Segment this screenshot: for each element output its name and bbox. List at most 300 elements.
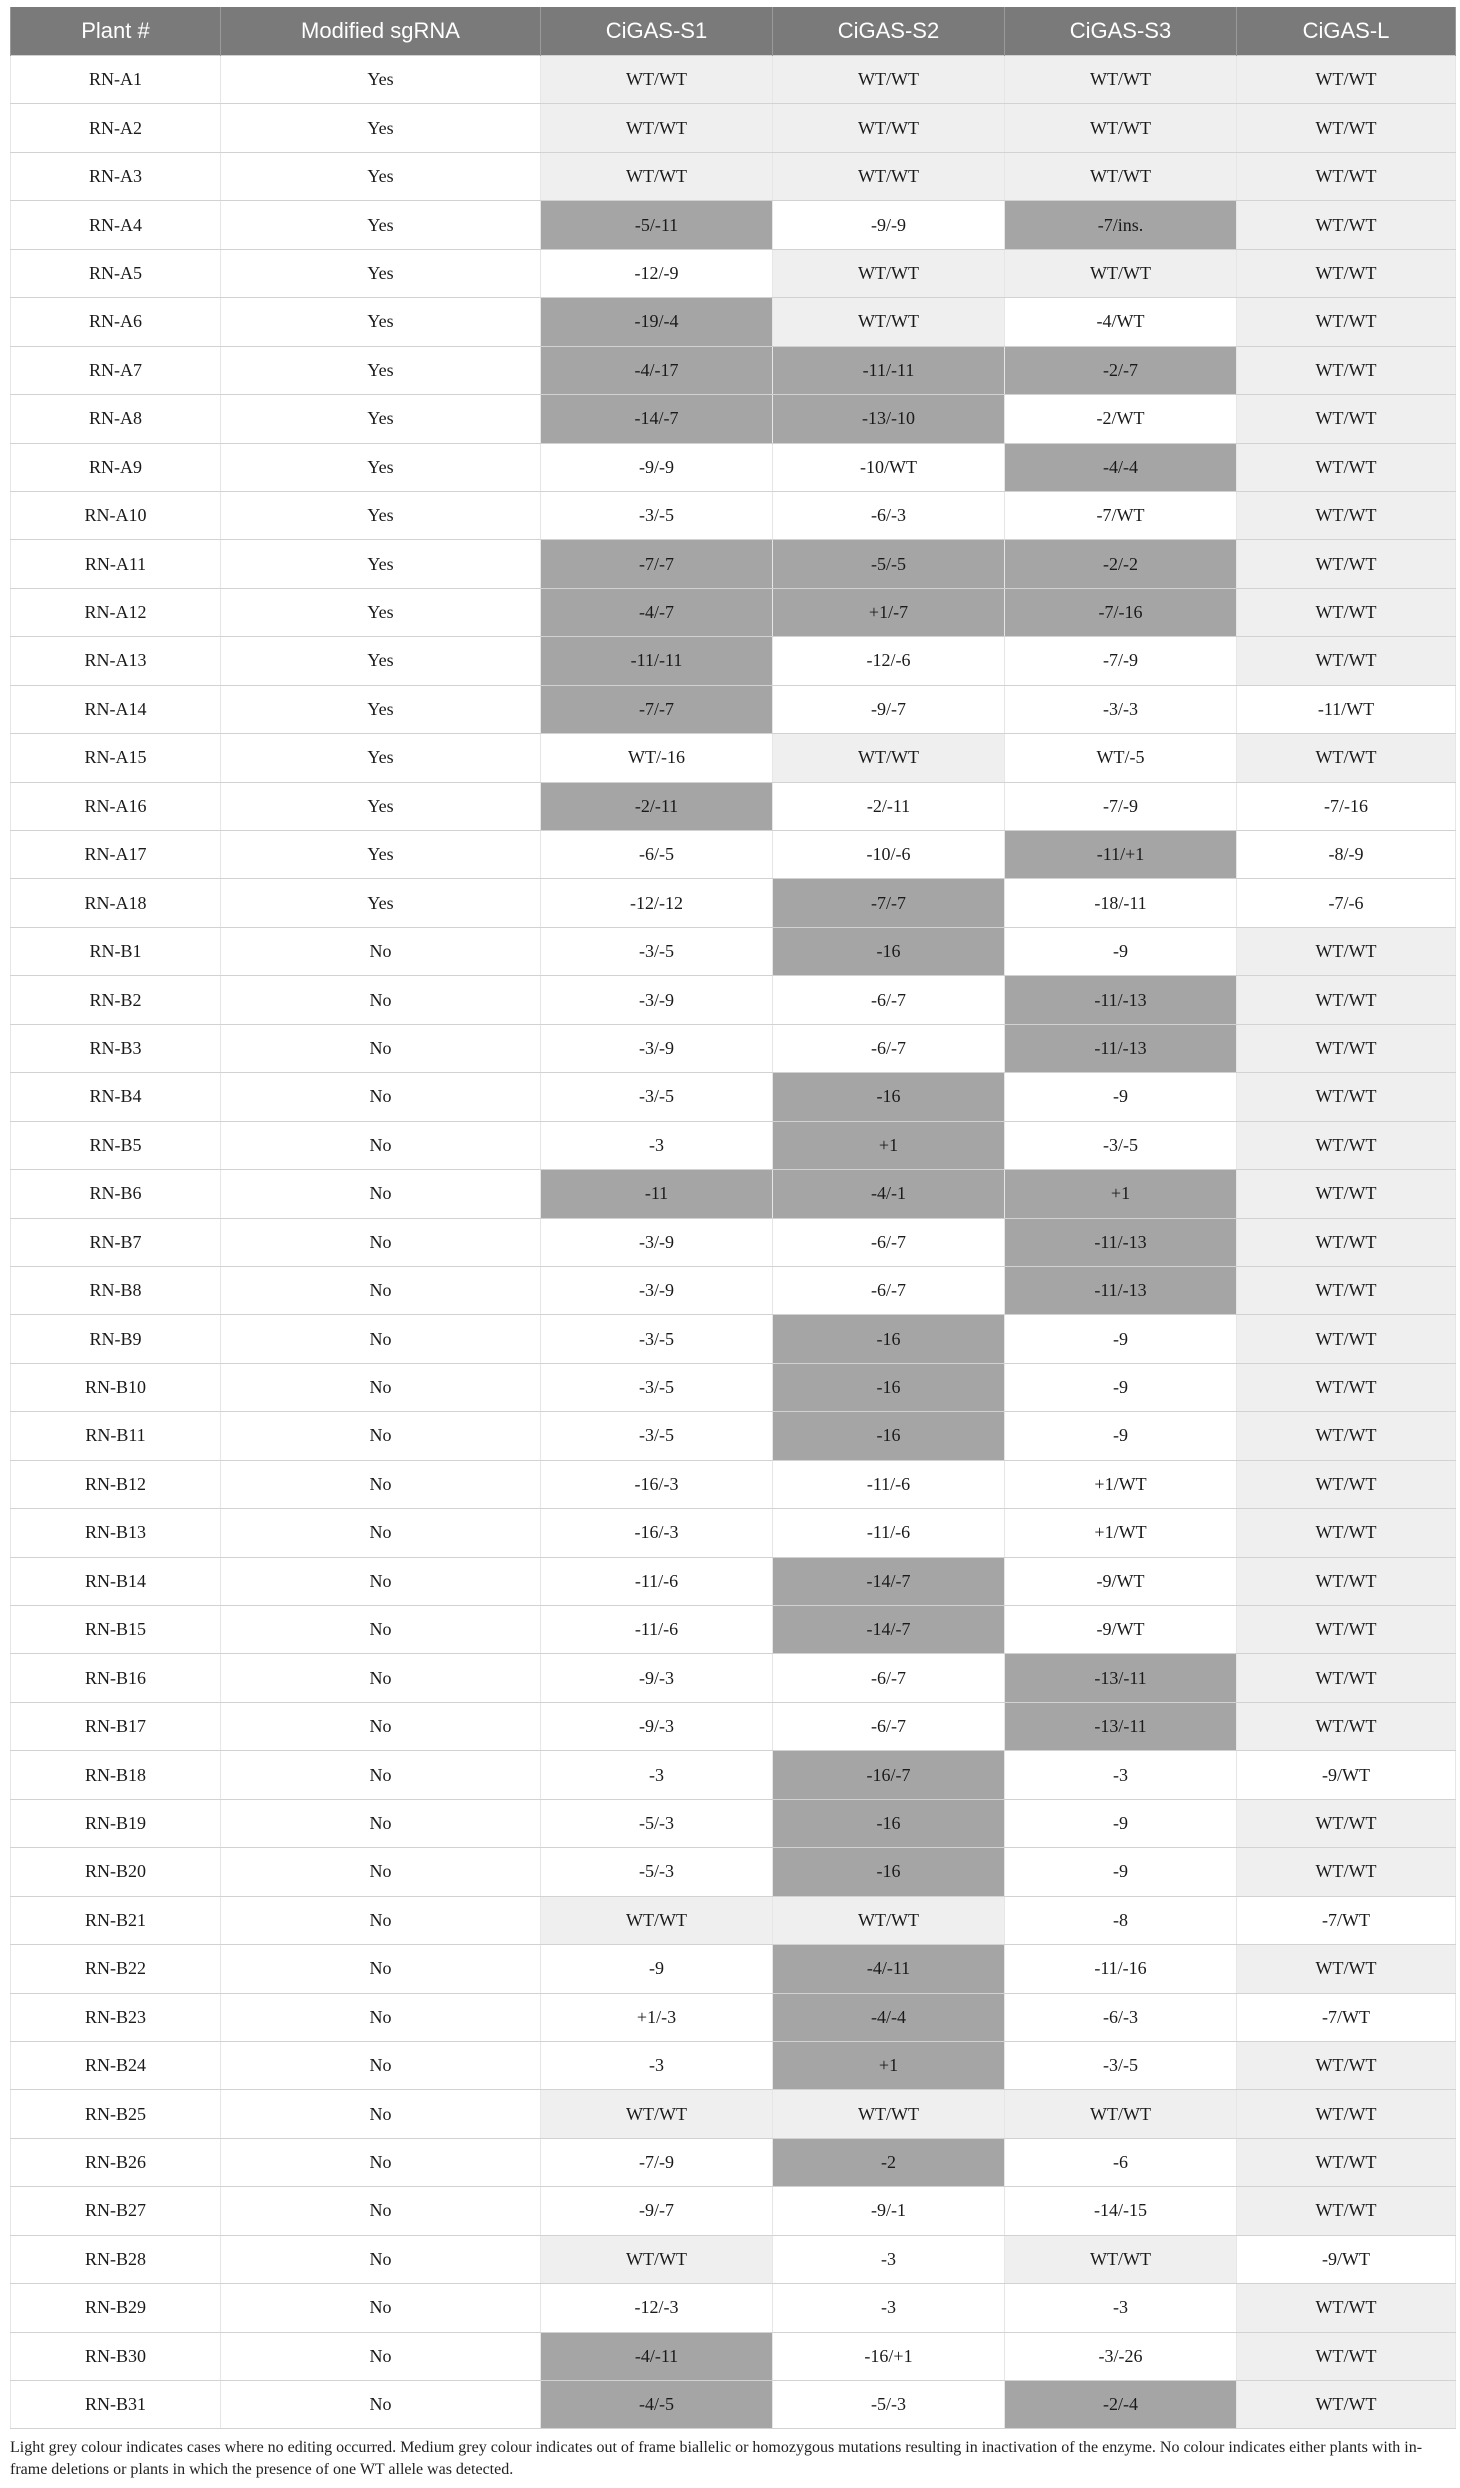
cell-cigas-s1: -5/-3 bbox=[541, 1799, 773, 1847]
cell-cigas-s2: -16/-7 bbox=[773, 1751, 1005, 1799]
cell-cigas-s2: -9/-7 bbox=[773, 685, 1005, 733]
cell-cigas-s2: WT/WT bbox=[773, 249, 1005, 297]
cell-modified-sgrna: No bbox=[221, 1170, 541, 1218]
cell-cigas-l: -7/-6 bbox=[1237, 879, 1456, 927]
cell-cigas-s3: WT/-5 bbox=[1005, 734, 1237, 782]
table-row bbox=[11, 831, 1456, 879]
cell-modified-sgrna: No bbox=[221, 1848, 541, 1896]
cell-cigas-s3: -13/-11 bbox=[1005, 1702, 1237, 1750]
cell-cigas-s3: -2/-4 bbox=[1005, 2381, 1237, 2429]
cell-cigas-s3: -6 bbox=[1005, 2138, 1237, 2186]
cell-plant-id: RN-B11 bbox=[11, 1412, 221, 1460]
cell-cigas-l: WT/WT bbox=[1237, 588, 1456, 636]
cell-cigas-s3: -4/WT bbox=[1005, 298, 1237, 346]
cell-modified-sgrna: Yes bbox=[221, 298, 541, 346]
cell-modified-sgrna: No bbox=[221, 1945, 541, 1993]
cell-cigas-s2: -4/-1 bbox=[773, 1170, 1005, 1218]
cell-modified-sgrna: Yes bbox=[221, 249, 541, 297]
cell-cigas-l: WT/WT bbox=[1237, 1024, 1456, 1072]
table-row bbox=[11, 637, 1456, 685]
cell-cigas-s2: -16 bbox=[773, 1363, 1005, 1411]
cell-cigas-s2: -16 bbox=[773, 1073, 1005, 1121]
table-row bbox=[11, 1170, 1456, 1218]
cell-cigas-s1: +1/-3 bbox=[541, 1993, 773, 2041]
cell-modified-sgrna: No bbox=[221, 2187, 541, 2235]
cell-cigas-s2: -16 bbox=[773, 1412, 1005, 1460]
cell-cigas-s1: -11/-6 bbox=[541, 1557, 773, 1605]
header-cigas-l: CiGAS-L bbox=[1237, 7, 1456, 56]
cell-cigas-s3: -7/ins. bbox=[1005, 201, 1237, 249]
cell-cigas-l: -9/WT bbox=[1237, 1751, 1456, 1799]
cell-cigas-s2: -6/-7 bbox=[773, 1218, 1005, 1266]
cell-cigas-s2: +1/-7 bbox=[773, 588, 1005, 636]
cell-plant-id: RN-B23 bbox=[11, 1993, 221, 2041]
table-row bbox=[11, 976, 1456, 1024]
table-row bbox=[11, 2284, 1456, 2332]
cell-cigas-s1: -4/-5 bbox=[541, 2381, 773, 2429]
cell-cigas-s3: -14/-15 bbox=[1005, 2187, 1237, 2235]
table-row bbox=[11, 1848, 1456, 1896]
cell-modified-sgrna: No bbox=[221, 1412, 541, 1460]
cell-cigas-l: -9/WT bbox=[1237, 2235, 1456, 2283]
cell-cigas-s1: -3/-5 bbox=[541, 1412, 773, 1460]
cell-cigas-l: WT/WT bbox=[1237, 1509, 1456, 1557]
cell-cigas-s2: -10/WT bbox=[773, 443, 1005, 491]
table-row bbox=[11, 152, 1456, 200]
cell-modified-sgrna: No bbox=[221, 1460, 541, 1508]
cell-cigas-s3: -9 bbox=[1005, 1848, 1237, 1896]
cell-cigas-s3: WT/WT bbox=[1005, 249, 1237, 297]
cell-cigas-s2: -6/-7 bbox=[773, 1702, 1005, 1750]
cell-cigas-s3: -9 bbox=[1005, 1363, 1237, 1411]
cell-cigas-s2: -6/-7 bbox=[773, 976, 1005, 1024]
cell-cigas-s2: -3 bbox=[773, 2235, 1005, 2283]
cell-plant-id: RN-B21 bbox=[11, 1896, 221, 1944]
cell-modified-sgrna: Yes bbox=[221, 491, 541, 539]
table-row bbox=[11, 491, 1456, 539]
cell-modified-sgrna: Yes bbox=[221, 831, 541, 879]
cell-cigas-l: WT/WT bbox=[1237, 1266, 1456, 1314]
cell-plant-id: RN-B1 bbox=[11, 927, 221, 975]
cell-modified-sgrna: Yes bbox=[221, 395, 541, 443]
cell-cigas-s2: +1 bbox=[773, 1121, 1005, 1169]
table-row bbox=[11, 1412, 1456, 1460]
cell-cigas-s3: -2/WT bbox=[1005, 395, 1237, 443]
cell-plant-id: RN-B9 bbox=[11, 1315, 221, 1363]
cell-modified-sgrna: No bbox=[221, 1799, 541, 1847]
cell-cigas-l: WT/WT bbox=[1237, 1945, 1456, 1993]
cell-cigas-s3: -3/-5 bbox=[1005, 2041, 1237, 2089]
cell-cigas-l: WT/WT bbox=[1237, 1315, 1456, 1363]
cell-modified-sgrna: No bbox=[221, 2041, 541, 2089]
cell-cigas-s3: -7/-9 bbox=[1005, 637, 1237, 685]
results-table-container bbox=[10, 7, 1455, 2429]
cell-modified-sgrna: No bbox=[221, 1363, 541, 1411]
cell-cigas-l: WT/WT bbox=[1237, 104, 1456, 152]
cell-cigas-s2: -12/-6 bbox=[773, 637, 1005, 685]
cell-cigas-s3: -2/-2 bbox=[1005, 540, 1237, 588]
table-row bbox=[11, 2090, 1456, 2138]
table-row bbox=[11, 1460, 1456, 1508]
cell-cigas-s1: -4/-11 bbox=[541, 2332, 773, 2380]
cell-modified-sgrna: No bbox=[221, 2090, 541, 2138]
cell-plant-id: RN-B4 bbox=[11, 1073, 221, 1121]
cell-cigas-s2: -16 bbox=[773, 1848, 1005, 1896]
cell-cigas-s3: -7/-9 bbox=[1005, 782, 1237, 830]
cell-cigas-l: WT/WT bbox=[1237, 2332, 1456, 2380]
cell-cigas-s3: -7/WT bbox=[1005, 491, 1237, 539]
cell-modified-sgrna: Yes bbox=[221, 734, 541, 782]
cell-cigas-s3: -11/-13 bbox=[1005, 1266, 1237, 1314]
cell-cigas-s3: -3 bbox=[1005, 2284, 1237, 2332]
cell-cigas-l: WT/WT bbox=[1237, 346, 1456, 394]
cell-plant-id: RN-A15 bbox=[11, 734, 221, 782]
cell-modified-sgrna: Yes bbox=[221, 443, 541, 491]
cell-cigas-s1: -3/-9 bbox=[541, 1218, 773, 1266]
cell-cigas-l: -11/WT bbox=[1237, 685, 1456, 733]
cell-cigas-s1: -12/-9 bbox=[541, 249, 773, 297]
cell-modified-sgrna: No bbox=[221, 1024, 541, 1072]
cell-cigas-s1: -7/-7 bbox=[541, 685, 773, 733]
cell-cigas-s1: -3/-5 bbox=[541, 1073, 773, 1121]
cell-modified-sgrna: No bbox=[221, 1218, 541, 1266]
cell-cigas-l: WT/WT bbox=[1237, 1654, 1456, 1702]
cell-cigas-s1: -19/-4 bbox=[541, 298, 773, 346]
cell-modified-sgrna: Yes bbox=[221, 540, 541, 588]
cell-plant-id: RN-B31 bbox=[11, 2381, 221, 2429]
cell-plant-id: RN-B6 bbox=[11, 1170, 221, 1218]
cell-cigas-s2: -6/-7 bbox=[773, 1266, 1005, 1314]
cell-plant-id: RN-A11 bbox=[11, 540, 221, 588]
table-row bbox=[11, 2138, 1456, 2186]
cell-plant-id: RN-B29 bbox=[11, 2284, 221, 2332]
cell-cigas-s2: -14/-7 bbox=[773, 1557, 1005, 1605]
cell-cigas-l: WT/WT bbox=[1237, 1848, 1456, 1896]
cell-cigas-s2: WT/WT bbox=[773, 104, 1005, 152]
cell-cigas-s1: -12/-12 bbox=[541, 879, 773, 927]
cell-cigas-l: WT/WT bbox=[1237, 1121, 1456, 1169]
cell-cigas-s3: WT/WT bbox=[1005, 56, 1237, 104]
table-row bbox=[11, 1121, 1456, 1169]
cell-modified-sgrna: No bbox=[221, 1751, 541, 1799]
cell-plant-id: RN-A18 bbox=[11, 879, 221, 927]
cell-cigas-s1: WT/-16 bbox=[541, 734, 773, 782]
cell-cigas-l: WT/WT bbox=[1237, 443, 1456, 491]
cell-plant-id: RN-B14 bbox=[11, 1557, 221, 1605]
cell-cigas-s3: -3 bbox=[1005, 1751, 1237, 1799]
cell-plant-id: RN-A5 bbox=[11, 249, 221, 297]
table-row bbox=[11, 443, 1456, 491]
cell-cigas-l: WT/WT bbox=[1237, 1073, 1456, 1121]
table-row bbox=[11, 298, 1456, 346]
cell-cigas-l: WT/WT bbox=[1237, 1460, 1456, 1508]
header-cigas-s3: CiGAS-S3 bbox=[1005, 7, 1237, 56]
cell-cigas-s1: -4/-7 bbox=[541, 588, 773, 636]
cell-cigas-l: WT/WT bbox=[1237, 1799, 1456, 1847]
table-row bbox=[11, 1751, 1456, 1799]
cell-cigas-s1: WT/WT bbox=[541, 152, 773, 200]
cell-cigas-s3: -2/-7 bbox=[1005, 346, 1237, 394]
cell-cigas-s3: -9 bbox=[1005, 1315, 1237, 1363]
cell-plant-id: RN-B15 bbox=[11, 1606, 221, 1654]
cell-cigas-s3: -11/-13 bbox=[1005, 1218, 1237, 1266]
table-row bbox=[11, 104, 1456, 152]
table-row bbox=[11, 56, 1456, 104]
cell-cigas-l: WT/WT bbox=[1237, 491, 1456, 539]
table-footnote: Light grey colour indicates cases where no editing occurred. Medium grey colour indicates out of frame biallelic or homozygous mutations resulting in inactivation of the enzyme. No colour indicates either plants with in-frame deletions or plants in which the presence of one WT allele was detected. bbox=[10, 2439, 1423, 2478]
table-row bbox=[11, 1363, 1456, 1411]
cell-cigas-l: -7/WT bbox=[1237, 1896, 1456, 1944]
cell-modified-sgrna: Yes bbox=[221, 588, 541, 636]
cell-cigas-s1: -3 bbox=[541, 1751, 773, 1799]
cell-cigas-s3: -8 bbox=[1005, 1896, 1237, 1944]
cell-cigas-s1: -3/-9 bbox=[541, 976, 773, 1024]
cell-plant-id: RN-B20 bbox=[11, 1848, 221, 1896]
cell-cigas-s2: -10/-6 bbox=[773, 831, 1005, 879]
header-cigas-s1: CiGAS-S1 bbox=[541, 7, 773, 56]
cell-cigas-l: WT/WT bbox=[1237, 152, 1456, 200]
cell-modified-sgrna: No bbox=[221, 1073, 541, 1121]
cell-plant-id: RN-B2 bbox=[11, 976, 221, 1024]
cell-cigas-s2: -3 bbox=[773, 2284, 1005, 2332]
cell-cigas-s1: -7/-9 bbox=[541, 2138, 773, 2186]
table-row bbox=[11, 1606, 1456, 1654]
cell-cigas-l: WT/WT bbox=[1237, 249, 1456, 297]
cell-plant-id: RN-B22 bbox=[11, 1945, 221, 1993]
table-row bbox=[11, 201, 1456, 249]
cell-plant-id: RN-A8 bbox=[11, 395, 221, 443]
table-row bbox=[11, 2187, 1456, 2235]
cell-cigas-s2: -2 bbox=[773, 2138, 1005, 2186]
cell-cigas-s3: -4/-4 bbox=[1005, 443, 1237, 491]
cell-plant-id: RN-B12 bbox=[11, 1460, 221, 1508]
cell-plant-id: RN-B16 bbox=[11, 1654, 221, 1702]
cell-cigas-s1: WT/WT bbox=[541, 1896, 773, 1944]
cell-cigas-s2: -14/-7 bbox=[773, 1606, 1005, 1654]
cell-cigas-l: WT/WT bbox=[1237, 976, 1456, 1024]
cell-cigas-s2: -13/-10 bbox=[773, 395, 1005, 443]
cell-cigas-s3: -9 bbox=[1005, 1799, 1237, 1847]
cell-cigas-s1: -9/-3 bbox=[541, 1702, 773, 1750]
table-row bbox=[11, 2041, 1456, 2089]
cell-modified-sgrna: No bbox=[221, 1654, 541, 1702]
cell-cigas-s3: +1/WT bbox=[1005, 1460, 1237, 1508]
cell-cigas-l: WT/WT bbox=[1237, 2381, 1456, 2429]
cell-cigas-s3: -11/+1 bbox=[1005, 831, 1237, 879]
cell-cigas-s3: WT/WT bbox=[1005, 104, 1237, 152]
cell-plant-id: RN-A2 bbox=[11, 104, 221, 152]
cell-plant-id: RN-B25 bbox=[11, 2090, 221, 2138]
table-row bbox=[11, 1073, 1456, 1121]
cell-cigas-l: WT/WT bbox=[1237, 1363, 1456, 1411]
cell-cigas-s1: -11 bbox=[541, 1170, 773, 1218]
cell-cigas-l: WT/WT bbox=[1237, 395, 1456, 443]
cell-cigas-s3: -11/-13 bbox=[1005, 976, 1237, 1024]
cell-cigas-l: WT/WT bbox=[1237, 1557, 1456, 1605]
cell-cigas-s1: -3/-5 bbox=[541, 1363, 773, 1411]
table-row bbox=[11, 1993, 1456, 2041]
cell-plant-id: RN-B18 bbox=[11, 1751, 221, 1799]
cell-cigas-s1: -7/-7 bbox=[541, 540, 773, 588]
cell-modified-sgrna: No bbox=[221, 1606, 541, 1654]
cell-plant-id: RN-A10 bbox=[11, 491, 221, 539]
cell-cigas-s2: -16 bbox=[773, 1799, 1005, 1847]
cell-plant-id: RN-B26 bbox=[11, 2138, 221, 2186]
cell-plant-id: RN-A6 bbox=[11, 298, 221, 346]
cell-cigas-l: -7/WT bbox=[1237, 1993, 1456, 2041]
cell-cigas-s1: WT/WT bbox=[541, 2090, 773, 2138]
cell-modified-sgrna: No bbox=[221, 1315, 541, 1363]
cell-cigas-s2: -2/-11 bbox=[773, 782, 1005, 830]
cell-modified-sgrna: Yes bbox=[221, 637, 541, 685]
cell-cigas-s1: -5/-3 bbox=[541, 1848, 773, 1896]
cell-cigas-l: WT/WT bbox=[1237, 927, 1456, 975]
cell-cigas-l: WT/WT bbox=[1237, 2138, 1456, 2186]
cell-plant-id: RN-A3 bbox=[11, 152, 221, 200]
table-row bbox=[11, 2381, 1456, 2429]
cell-cigas-s2: WT/WT bbox=[773, 56, 1005, 104]
table-row bbox=[11, 879, 1456, 927]
cell-cigas-s2: -6/-7 bbox=[773, 1024, 1005, 1072]
cell-cigas-s1: -9 bbox=[541, 1945, 773, 1993]
cell-cigas-s2: WT/WT bbox=[773, 298, 1005, 346]
cell-cigas-l: WT/WT bbox=[1237, 298, 1456, 346]
cell-cigas-s2: -16 bbox=[773, 927, 1005, 975]
table-row bbox=[11, 1896, 1456, 1944]
cell-cigas-s2: WT/WT bbox=[773, 152, 1005, 200]
cell-cigas-s2: -11/-6 bbox=[773, 1460, 1005, 1508]
header-row bbox=[11, 7, 1456, 56]
cell-cigas-s3: -9/WT bbox=[1005, 1606, 1237, 1654]
header-plant: Plant # bbox=[11, 7, 221, 56]
table-row bbox=[11, 1945, 1456, 1993]
cell-plant-id: RN-B13 bbox=[11, 1509, 221, 1557]
cell-plant-id: RN-B19 bbox=[11, 1799, 221, 1847]
cell-plant-id: RN-B7 bbox=[11, 1218, 221, 1266]
cell-plant-id: RN-A4 bbox=[11, 201, 221, 249]
cell-plant-id: RN-B10 bbox=[11, 1363, 221, 1411]
cell-cigas-l: WT/WT bbox=[1237, 1606, 1456, 1654]
cell-modified-sgrna: No bbox=[221, 1896, 541, 1944]
cell-plant-id: RN-A17 bbox=[11, 831, 221, 879]
table-row bbox=[11, 1024, 1456, 1072]
cell-cigas-l: WT/WT bbox=[1237, 2187, 1456, 2235]
cell-cigas-l: WT/WT bbox=[1237, 1170, 1456, 1218]
cell-cigas-s1: -6/-5 bbox=[541, 831, 773, 879]
cell-cigas-l: WT/WT bbox=[1237, 2041, 1456, 2089]
cell-modified-sgrna: No bbox=[221, 2138, 541, 2186]
table-row bbox=[11, 1266, 1456, 1314]
cell-cigas-s3: WT/WT bbox=[1005, 2235, 1237, 2283]
cell-cigas-s3: WT/WT bbox=[1005, 2090, 1237, 2138]
cell-cigas-s3: WT/WT bbox=[1005, 152, 1237, 200]
cell-modified-sgrna: No bbox=[221, 1702, 541, 1750]
table-row bbox=[11, 685, 1456, 733]
cell-cigas-s2: -9/-9 bbox=[773, 201, 1005, 249]
cell-cigas-s3: -9 bbox=[1005, 1073, 1237, 1121]
cell-plant-id: RN-A13 bbox=[11, 637, 221, 685]
table-row bbox=[11, 782, 1456, 830]
header-cigas-s2: CiGAS-S2 bbox=[773, 7, 1005, 56]
cell-cigas-s2: WT/WT bbox=[773, 1896, 1005, 1944]
cell-cigas-s3: +1/WT bbox=[1005, 1509, 1237, 1557]
cell-modified-sgrna: No bbox=[221, 1509, 541, 1557]
cell-plant-id: RN-A12 bbox=[11, 588, 221, 636]
cell-modified-sgrna: Yes bbox=[221, 782, 541, 830]
cell-cigas-l: WT/WT bbox=[1237, 56, 1456, 104]
cell-cigas-s3: -3/-3 bbox=[1005, 685, 1237, 733]
cell-cigas-s1: -3 bbox=[541, 2041, 773, 2089]
cell-modified-sgrna: No bbox=[221, 2332, 541, 2380]
cell-cigas-s1: -11/-6 bbox=[541, 1606, 773, 1654]
cell-cigas-s1: -3/-5 bbox=[541, 491, 773, 539]
cell-cigas-s2: -5/-5 bbox=[773, 540, 1005, 588]
cell-plant-id: RN-B17 bbox=[11, 1702, 221, 1750]
cell-cigas-s1: WT/WT bbox=[541, 104, 773, 152]
cell-plant-id: RN-A9 bbox=[11, 443, 221, 491]
cell-cigas-s3: -9 bbox=[1005, 1412, 1237, 1460]
cell-plant-id: RN-B28 bbox=[11, 2235, 221, 2283]
table-row bbox=[11, 2235, 1456, 2283]
cell-cigas-s3: -11/-13 bbox=[1005, 1024, 1237, 1072]
table-row bbox=[11, 1799, 1456, 1847]
cell-cigas-s1: -3/-5 bbox=[541, 927, 773, 975]
cell-cigas-l: WT/WT bbox=[1237, 1218, 1456, 1266]
cell-modified-sgrna: Yes bbox=[221, 346, 541, 394]
cell-cigas-l: WT/WT bbox=[1237, 637, 1456, 685]
cell-plant-id: RN-A16 bbox=[11, 782, 221, 830]
cell-cigas-s2: -9/-1 bbox=[773, 2187, 1005, 2235]
table-row bbox=[11, 1654, 1456, 1702]
cell-cigas-l: WT/WT bbox=[1237, 540, 1456, 588]
cell-cigas-s3: -13/-11 bbox=[1005, 1654, 1237, 1702]
table-row bbox=[11, 1218, 1456, 1266]
cell-cigas-l: -8/-9 bbox=[1237, 831, 1456, 879]
cell-cigas-l: WT/WT bbox=[1237, 734, 1456, 782]
table-row bbox=[11, 1557, 1456, 1605]
cell-cigas-s1: WT/WT bbox=[541, 2235, 773, 2283]
table-row bbox=[11, 2332, 1456, 2380]
cell-cigas-s2: -7/-7 bbox=[773, 879, 1005, 927]
cell-cigas-s1: -3/-9 bbox=[541, 1024, 773, 1072]
cell-cigas-s1: -9/-3 bbox=[541, 1654, 773, 1702]
cell-modified-sgrna: Yes bbox=[221, 201, 541, 249]
cell-plant-id: RN-B3 bbox=[11, 1024, 221, 1072]
cell-cigas-l: WT/WT bbox=[1237, 1702, 1456, 1750]
cell-plant-id: RN-B8 bbox=[11, 1266, 221, 1314]
cell-cigas-s1: -9/-9 bbox=[541, 443, 773, 491]
cell-modified-sgrna: No bbox=[221, 927, 541, 975]
cell-plant-id: RN-B27 bbox=[11, 2187, 221, 2235]
cell-cigas-s1: -3/-5 bbox=[541, 1315, 773, 1363]
cell-cigas-s3: -11/-16 bbox=[1005, 1945, 1237, 1993]
cell-modified-sgrna: No bbox=[221, 1993, 541, 2041]
cell-plant-id: RN-A1 bbox=[11, 56, 221, 104]
cell-cigas-s3: +1 bbox=[1005, 1170, 1237, 1218]
cell-modified-sgrna: Yes bbox=[221, 879, 541, 927]
header-modified-sgrna: Modified sgRNA bbox=[221, 7, 541, 56]
cell-cigas-s2: +1 bbox=[773, 2041, 1005, 2089]
cell-cigas-s1: WT/WT bbox=[541, 56, 773, 104]
cell-cigas-s2: -5/-3 bbox=[773, 2381, 1005, 2429]
cell-cigas-s1: -5/-11 bbox=[541, 201, 773, 249]
cell-cigas-s1: -14/-7 bbox=[541, 395, 773, 443]
cell-cigas-l: WT/WT bbox=[1237, 1412, 1456, 1460]
cell-cigas-s2: -11/-6 bbox=[773, 1509, 1005, 1557]
cell-cigas-s2: -4/-11 bbox=[773, 1945, 1005, 1993]
cell-cigas-l: WT/WT bbox=[1237, 2090, 1456, 2138]
table-row bbox=[11, 395, 1456, 443]
